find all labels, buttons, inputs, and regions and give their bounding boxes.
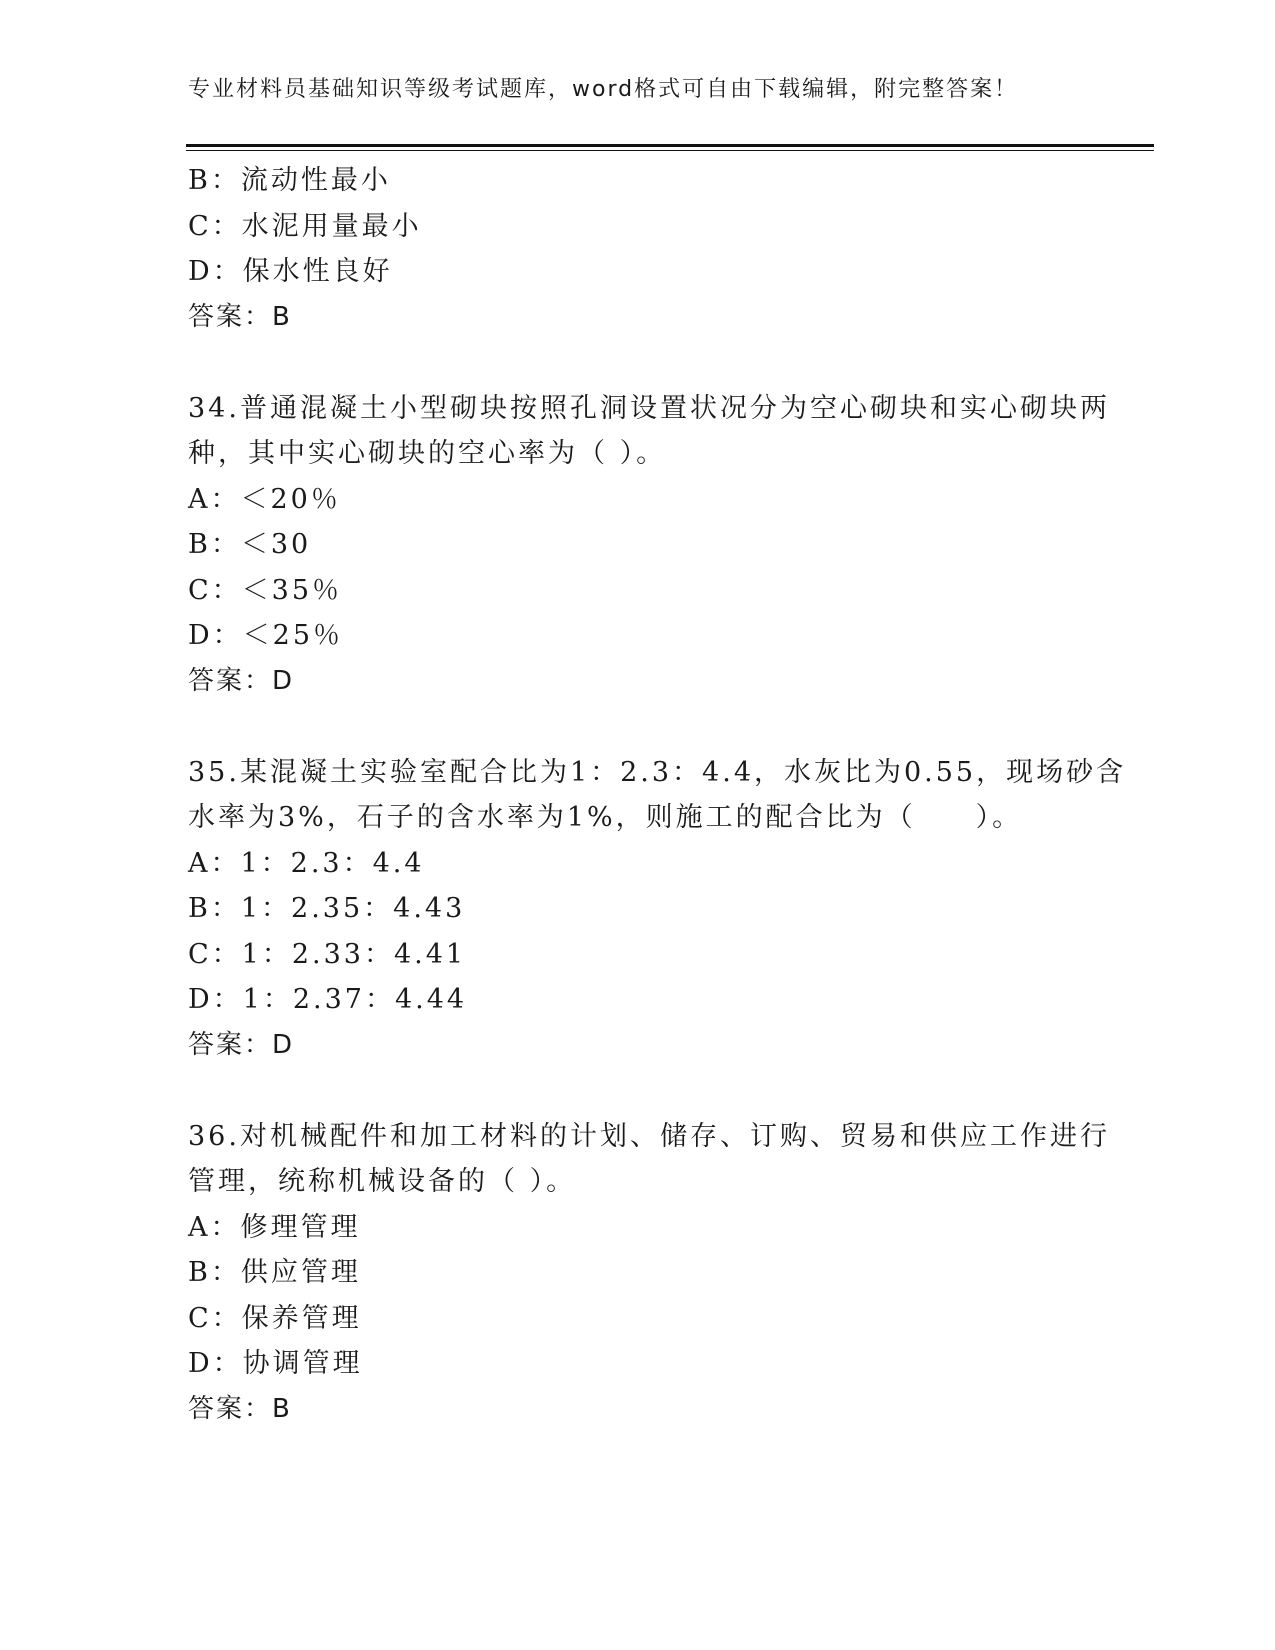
option-d: D：1：2.37：4.44	[188, 984, 468, 1015]
header-divider	[186, 144, 1154, 147]
option-d: D：协调管理	[188, 1348, 363, 1379]
question-35	[188, 750, 1127, 1069]
option-b: B：供应管理	[188, 1257, 361, 1288]
option-a: A：1：2.3：4.4	[188, 847, 425, 879]
answer-line: 答案：B	[188, 301, 292, 332]
spacer	[188, 340, 1088, 386]
option-c: C：1：2.33：4.41	[188, 938, 467, 970]
option-b: B：1：2.35：4.43	[188, 893, 466, 924]
answer-line: 答案：D	[188, 1029, 295, 1060]
option-a: A：＜20％	[188, 483, 341, 515]
question-stem-line: 水率为3%，石子的含水率为1%，则施工的配合比为（ ）。	[188, 802, 1023, 833]
question-stem-line: 管理，统称机械设备的（ ）。	[188, 1166, 577, 1197]
option-d: D：＜25％	[188, 620, 344, 651]
option-d: D：保水性良好	[188, 256, 393, 287]
option-a: A：修理管理	[188, 1211, 361, 1243]
answer-line: 答案：B	[188, 1393, 292, 1424]
question-36	[188, 1114, 1110, 1433]
question-stem-line: 34.普通混凝土小型砌块按照孔洞设置状况分为空心砌块和实心砌块两	[188, 392, 1110, 424]
answer-line: 答案：D	[188, 665, 295, 696]
question-stem-line: 种，其中实心砌块的空心率为（ ）。	[188, 438, 667, 469]
question-list	[188, 158, 1127, 1432]
previous-question-tail	[188, 158, 1088, 340]
page-header: 专业材料员基础知识等级考试题库，word格式可自由下载编辑，附完整答案！	[188, 77, 1019, 102]
question-stem-line: 35.某混凝土实验室配合比为1：2.3：4.4，水灰比为0.55，现场砂含	[188, 756, 1127, 788]
spacer	[188, 704, 1088, 750]
option-b: B：＜30	[188, 529, 312, 560]
question-34	[188, 386, 1110, 705]
option-c: C：保养管理	[188, 1302, 362, 1334]
option-b: B：流动性最小	[188, 165, 391, 196]
option-c: C：＜35％	[188, 574, 343, 606]
option-c: C：水泥用量最小	[188, 210, 422, 242]
question-stem-line: 36.对机械配件和加工材料的计划、储存、订购、贸易和供应工作进行	[188, 1120, 1110, 1152]
header-divider-thin	[186, 150, 1154, 151]
spacer	[188, 1068, 1088, 1114]
